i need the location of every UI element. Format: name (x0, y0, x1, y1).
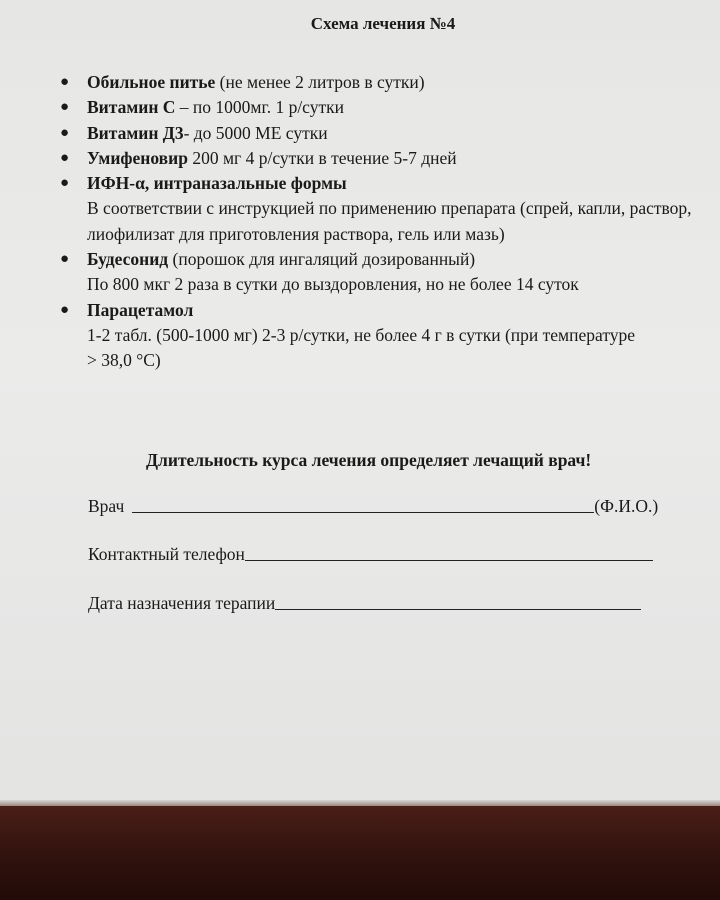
table-surface (0, 806, 720, 900)
document-title: Схема лечения №4 (310, 14, 456, 33)
date-label: Дата назначения терапии (88, 593, 276, 613)
list-item (60, 95, 710, 120)
list-item (60, 70, 710, 95)
list-item (60, 121, 710, 146)
bullet-icon: ● (60, 251, 70, 268)
list-item (60, 298, 710, 374)
item-text: 200 мг 4 р/сутки в течение 5-7 дней (187, 147, 457, 168)
phone-field (88, 544, 653, 565)
item-name: Витамин Д3 (87, 122, 184, 143)
item-details: В соответствии с инструкцией по применению препарата (спрей, капли, раствор, лиофилизат для приготовления раствора, гель или мазь) (87, 198, 692, 244)
list-item (60, 171, 710, 247)
item-name: Умифеновир (87, 147, 188, 168)
phone-label: Контактный телефон (88, 544, 245, 564)
item-name: Парацетамол (87, 299, 194, 320)
bullet-icon: ● (60, 175, 70, 192)
item-name: Обильное питье (87, 72, 216, 92)
bullet-icon: ● (60, 74, 70, 90)
bullet-icon: ● (60, 149, 70, 166)
duration-note: Длительность курса лечения определяет лечащий врач! (146, 450, 592, 470)
item-text: – по 1000мг. 1 р/сутки (175, 97, 344, 118)
date-line (275, 609, 641, 610)
bullet-icon: ● (60, 99, 70, 116)
item-text: (порошок для ингаляций дозированный) (168, 249, 476, 270)
item-details: По 800 мкг 2 раза в сутки до выздоровления, но не более 14 суток (87, 274, 579, 295)
bullet-icon: ● (60, 124, 70, 141)
treatment-list (60, 70, 710, 374)
item-details: 1-2 табл. (500-1000 мг) 2-3 р/сутки, не более 4 г в сутки (при температуре > 38,0 °С) (87, 324, 636, 371)
item-text: - до 5000 МЕ сутки (183, 122, 328, 143)
doctor-field (88, 496, 658, 517)
item-name: ИФН-α, интраназальные формы (87, 173, 347, 194)
list-item (60, 146, 710, 171)
date-field (88, 593, 641, 614)
item-name: Витамин С (87, 97, 176, 118)
bullet-icon: ● (60, 301, 70, 318)
item-text: (не менее 2 литров в сутки) (215, 72, 425, 92)
phone-line (245, 560, 653, 561)
doctor-label: Врач (88, 496, 125, 516)
list-item (60, 247, 710, 298)
doctor-suffix: (Ф.И.О.) (594, 496, 659, 516)
item-name: Будесонид (87, 249, 169, 270)
doctor-signature-line (132, 512, 594, 513)
